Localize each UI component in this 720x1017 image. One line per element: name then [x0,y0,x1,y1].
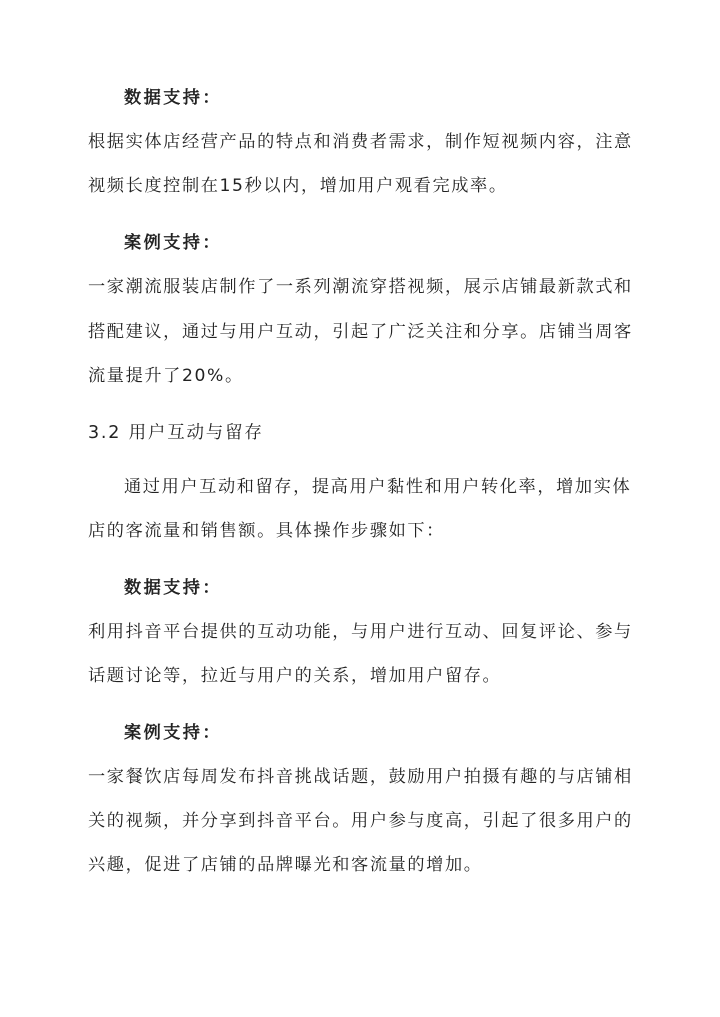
paragraph-line: 根据实体店经营产品的特点和消费者需求，制作短视频内容，注意 [88,132,633,152]
paragraph-line: 一家潮流服装店制作了一系列潮流穿搭视频，展示店铺最新款式和 [88,277,633,297]
data-support-label: 数据支持： [124,88,222,108]
intro-line: 通过用户互动和留存，提高用户黏性和用户转化率，增加实体 [124,477,632,497]
intro-line: 店的客流量和销售额。具体操作步骤如下： [88,521,445,541]
paragraph-line: 搭配建议，通过与用户互动，引起了广泛关注和分享。店铺当周客 [88,322,633,342]
paragraph-line: 一家餐饮店每周发布抖音挑战话题，鼓励用户拍摄有趣的与店铺相 [88,767,633,787]
paragraph-line: 流量提升了20%。 [88,366,244,386]
paragraph-line: 关的视频，并分享到抖音平台。用户参与度高，引起了很多用户的 [88,811,633,831]
data-support-label: 数据支持： [124,578,222,598]
case-support-label: 案例支持： [124,233,222,253]
paragraph-line: 兴趣，促进了店铺的品牌曝光和客流量的增加。 [88,855,483,875]
section-heading: 3.2 用户互动与留存 [88,423,264,443]
paragraph-line: 视频长度控制在15秒以内，增加用户观看完成率。 [88,176,508,196]
case-support-label: 案例支持： [124,723,222,743]
paragraph-line: 利用抖音平台提供的互动功能，与用户进行互动、回复评论、参与 [88,622,633,642]
paragraph-line: 话题讨论等，拉近与用户的关系，增加用户留存。 [88,666,502,686]
